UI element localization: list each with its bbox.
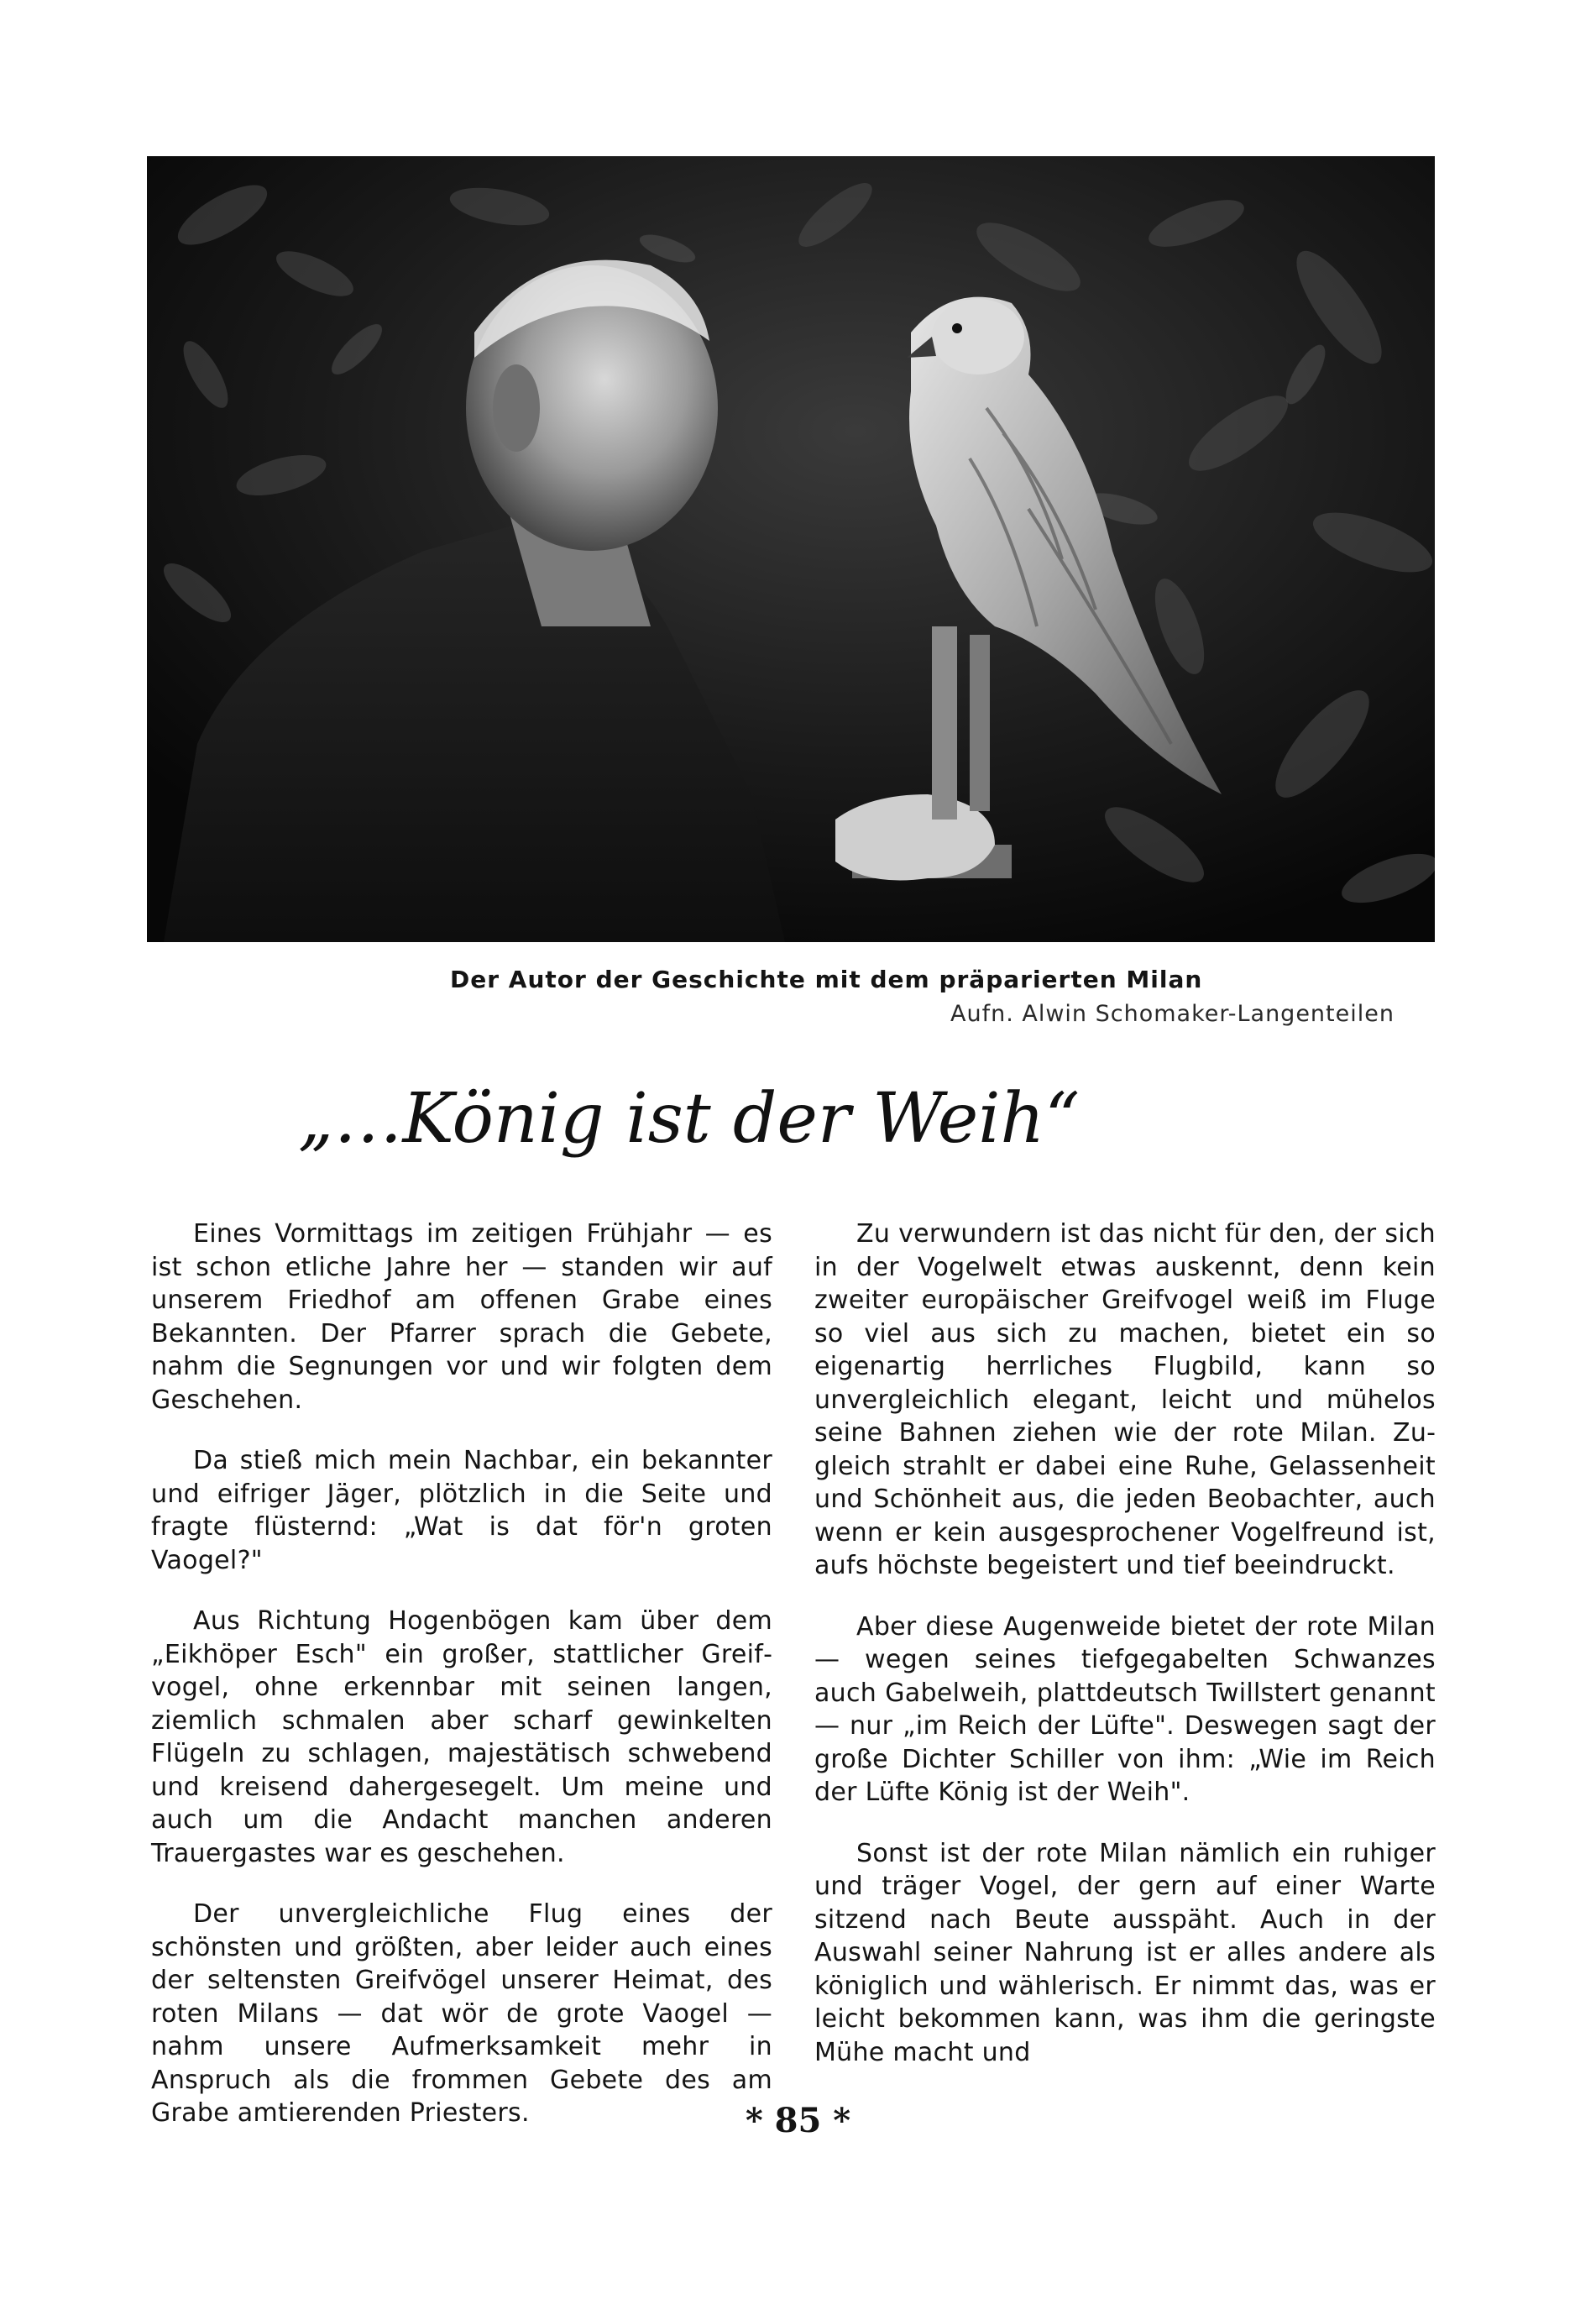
page-number: * 85 * xyxy=(745,2101,851,2140)
right-column xyxy=(814,1218,1436,2097)
photo-credit: Aufn. Alwin Schomaker-Langenteilen xyxy=(950,1001,1395,1027)
paragraph: Aus Richtung Hogenbögen kam über dem „Eikhöper Esch" ein großer, stattlicher Greifvogel, ohne erkennbar mit seinen langen, ziemlich schmalen aber scharf gewinkelten Flügeln zu schlagen, majestätisch schwebend und kreisend dahergesegelt. Um meine und auch um die Andacht manchen anderen Trauergastes war es geschehen. xyxy=(151,1606,772,1868)
left-column xyxy=(151,1218,772,2158)
paragraph: Zu verwundern ist das nicht für den, der sich in der Vogelwelt etwas auskennt, denn kein zweiter europäischer Greifvogel weiß im Fluge so viel aus sich zu machen, bietet ein so eigenartig herrliches Flugbild, kann so unvergleichlich elegant, leicht und mühelos seine Bahnen ziehen wie der rote Milan. Zugleich strahlt er dabei eine Ruhe, Gelassenheit und Schönheit aus, die jeden Beobachter, auch wenn er kein ausgesprochener Vogelfreund ist, aufs höchste begeistert und tief beeindruckt. xyxy=(814,1219,1436,1580)
paragraph: Eines Vormittags im zeitigen Frühjahr — es ist schon etliche Jahre her — standen wir auf unserem Friedhof am offenen Grabe eines Bekannten. Der Pfarrer sprach die Gebete, nahm die Segnungen vor und wir folgten dem Geschehen. xyxy=(151,1219,772,1415)
paragraph: Sonst ist der rote Milan nämlich ein ruhiger und träger Vogel, der gern auf einer Warte sitzend nach Beute ausspäht. Auch in der Auswahl seiner Nahrung ist er alles andere als königlich und wählerisch. Er nimmt das, was er leicht bekommen kann, was ihm die geringste Mühe macht und xyxy=(814,1838,1436,2067)
paragraph: Der unvergleichliche Flug eines der schönsten und größten, aber leider auch eines der seltensten Greifvögel unserer Heimat, des roten Milans — dat wör de grote Vaogel — nahm unsere Aufmerksamkeit mehr in Anspruch als die frommen Gebete des am Grabe amtierenden Priesters. xyxy=(151,1899,772,2128)
photo xyxy=(147,156,1435,942)
photo-caption: Der Autor der Geschichte mit dem präparierten Milan xyxy=(450,966,1203,993)
photo-of-man-with-stuffed-red-kite-icon xyxy=(147,156,1435,942)
paragraph: Da stieß mich mein Nachbar, ein bekannter und eifriger Jäger, plötzlich in die Seite und fragte flüsternd: „Wat is dat för'n groten Vaogel?" xyxy=(151,1446,772,1575)
article-title: „…König ist der Weih“ xyxy=(298,1079,1081,1159)
paragraph: Aber diese Augenweide bietet der rote Milan — wegen seines tiefgegabelten Schwanzes auch Gabelweih, plattdeutsch Twillstert genannt — nur „im Reich der Lüfte". Deswegen sagt der große Dichter Schiller von ihm: „Wie im Reich der Lüfte König ist der Weih". xyxy=(814,1611,1436,1807)
